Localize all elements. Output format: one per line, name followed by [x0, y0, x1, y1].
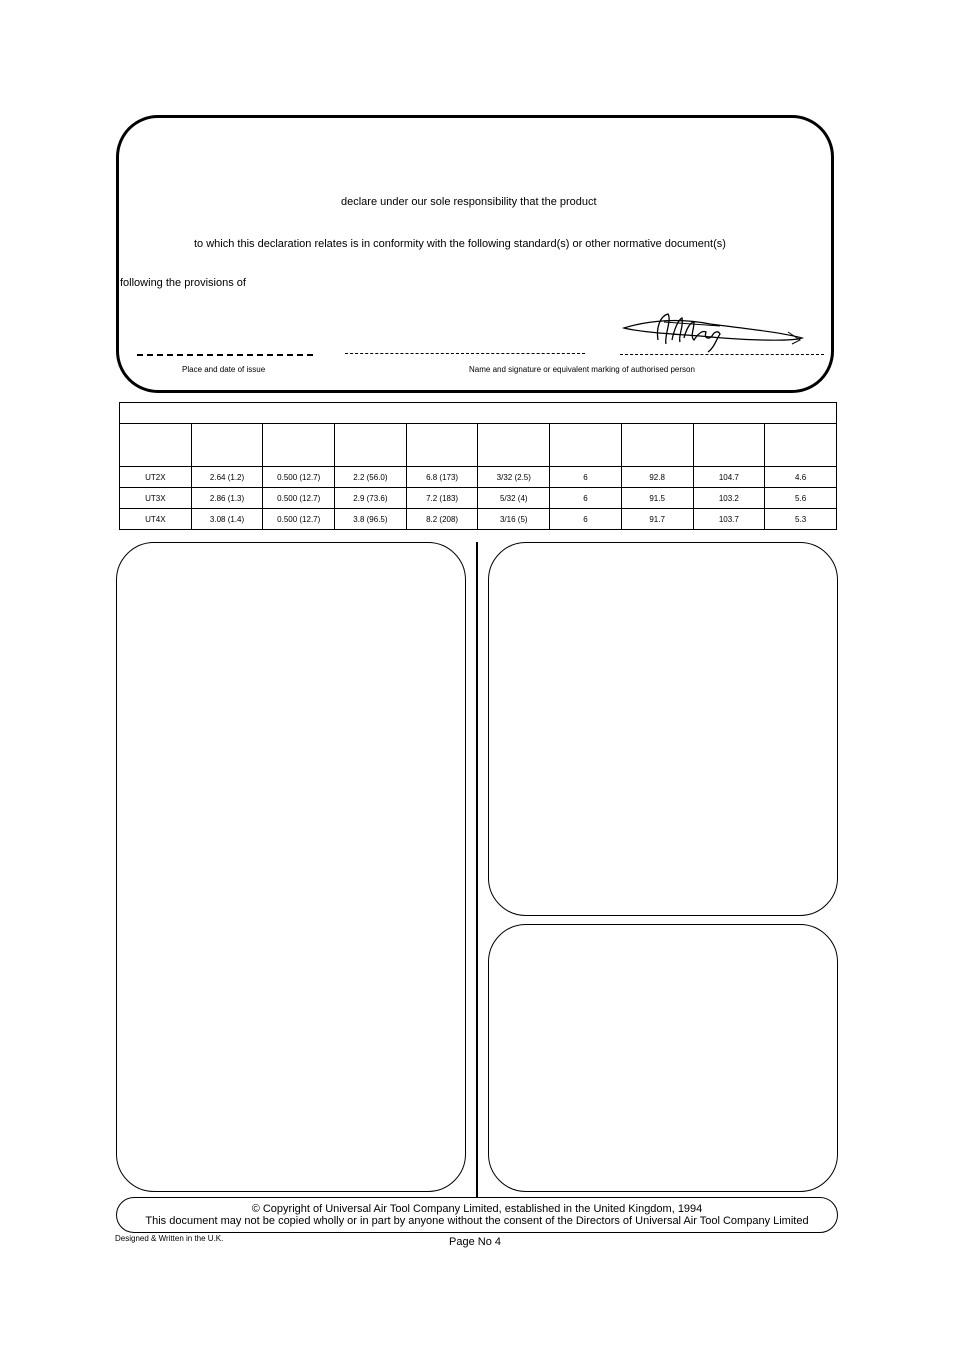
- table-header: [550, 424, 622, 467]
- table-header: [765, 424, 837, 467]
- declaration-line-1: declare under our sole responsibility that the product: [341, 196, 597, 208]
- table-cell: 91.7: [621, 509, 693, 530]
- table-header-row: [120, 424, 837, 467]
- table-row: [120, 488, 837, 509]
- signature-line: [620, 354, 824, 355]
- table-cell: 0.500 (12.7): [263, 467, 335, 488]
- table-cell: 7.2 (183): [406, 488, 478, 509]
- table-cell: 103.2: [693, 488, 765, 509]
- table-header: [621, 424, 693, 467]
- table-header: [478, 424, 550, 467]
- table-header: [191, 424, 263, 467]
- table-header: [263, 424, 335, 467]
- table-header: [406, 424, 478, 467]
- table-cell: 92.8: [621, 467, 693, 488]
- table-cell: 6: [550, 488, 622, 509]
- table-cell: 4.6: [765, 467, 837, 488]
- table-header: [335, 424, 407, 467]
- table-cell: 8.2 (208): [406, 509, 478, 530]
- table-row: [120, 467, 837, 488]
- table-cell: 3/32 (2.5): [478, 467, 550, 488]
- table-cell: 6: [550, 467, 622, 488]
- right-bottom-panel: [488, 924, 838, 1192]
- signature-caption: Name and signature or equivalent marking of authorised person: [469, 365, 695, 374]
- table-header: [120, 424, 192, 467]
- copyright-box: [116, 1197, 838, 1233]
- declaration-line-3: following the provisions of: [120, 277, 246, 289]
- table-cell: 6: [550, 509, 622, 530]
- page-number: Page No 4: [449, 1236, 501, 1248]
- table-title-row: [120, 403, 837, 424]
- table-cell: 3/16 (5): [478, 509, 550, 530]
- right-top-panel: [488, 542, 838, 916]
- table-title: [120, 403, 837, 424]
- table-cell: 3.08 (1.4): [191, 509, 263, 530]
- model-cell: UT3X: [120, 488, 192, 509]
- table-cell: 2.86 (1.3): [191, 488, 263, 509]
- model-cell: UT4X: [120, 509, 192, 530]
- specification-table: [119, 402, 837, 530]
- column-divider: [476, 542, 478, 1198]
- table-cell: 2.9 (73.6): [335, 488, 407, 509]
- table-cell: 2.2 (56.0): [335, 467, 407, 488]
- signature: [620, 310, 810, 355]
- name-line: [345, 353, 585, 354]
- table-cell: 5.6: [765, 488, 837, 509]
- place-date-line: [137, 354, 313, 356]
- table-cell: 91.5: [621, 488, 693, 509]
- table-header: [693, 424, 765, 467]
- designed-note: Designed & Written in the U.K.: [115, 1234, 224, 1243]
- table-cell: 104.7: [693, 467, 765, 488]
- table-cell: 2.64 (1.2): [191, 467, 263, 488]
- table-cell: 0.500 (12.7): [263, 509, 335, 530]
- declaration-line-2: to which this declaration relates is in conformity with the following standard(s) or other normative document(s): [194, 238, 726, 250]
- table-cell: 0.500 (12.7): [263, 488, 335, 509]
- table-cell: 5.3: [765, 509, 837, 530]
- table-cell: 5/32 (4): [478, 488, 550, 509]
- model-cell: UT2X: [120, 467, 192, 488]
- table-row: [120, 509, 837, 530]
- table-cell: 6.8 (173): [406, 467, 478, 488]
- copyright-line-2: This document may not be copied wholly or in part by anyone without the consent of the Directors of Universal Air Tool Company Limited: [145, 1215, 809, 1227]
- copyright-line-1: © Copyright of Universal Air Tool Company Limited, established in the United Kingdom, 1994: [251, 1203, 703, 1215]
- table-cell: 3.8 (96.5): [335, 509, 407, 530]
- place-date-caption: Place and date of issue: [182, 365, 266, 374]
- left-panel: [116, 542, 466, 1192]
- table-cell: 103.7: [693, 509, 765, 530]
